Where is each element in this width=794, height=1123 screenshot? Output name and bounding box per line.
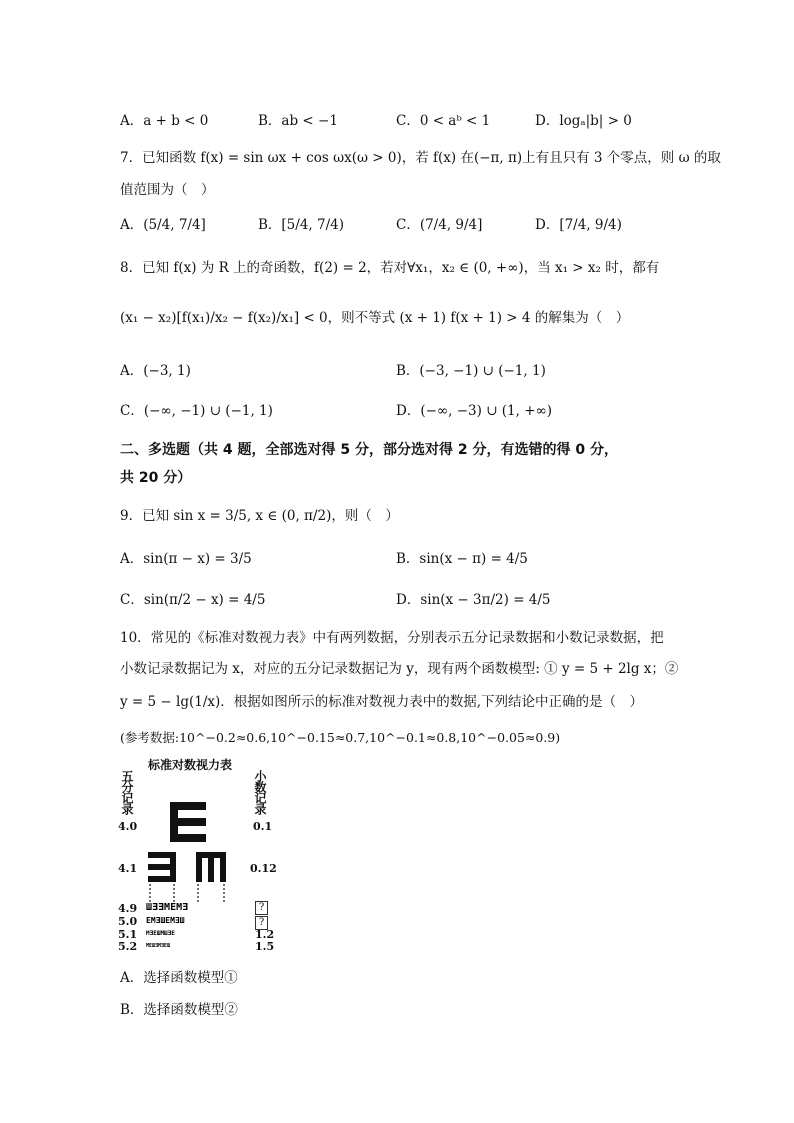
- q9-option-a: A．sin(π − x) = 3/5: [120, 551, 252, 567]
- q6-option-a: A．a + b < 0: [120, 113, 209, 129]
- q6-option-b: B．ab < −1: [258, 113, 338, 129]
- q9-stem: 9．已知 sin x = 3/5, x ∈ (0, π/2)，则（ ）: [120, 508, 399, 524]
- q8-stem-line1: 8．已知 f(x) 为 R 上的奇函数，f(2) = 2，若对∀x₁，x₂ ∈ (0, +∞)，当 x₁ > x₂ 时，都有: [120, 260, 660, 276]
- q8-option-c: C．(−∞, −1) ∪ (−1, 1): [120, 403, 273, 419]
- row-5-2-optotypes: MEШƎMƎEШ: [146, 943, 171, 949]
- row-right-4-9-box: ?: [255, 901, 268, 915]
- q7-stem-line2: 值范围为（ ）: [120, 182, 215, 198]
- eye-chart-figure: [118, 756, 288, 952]
- q10-option-a: A．选择函数模型①: [120, 970, 238, 986]
- large-e-optotype: [170, 802, 206, 842]
- q8-option-b: B．(−3, −1) ∪ (−1, 1): [396, 363, 546, 379]
- q8-stem-line2: (x₁ − x₂)[f(x₁)/x₂ − f(x₂)/x₁] < 0，则不等式 (x + 1) f(x + 1) > 4 的解集为（ ）: [120, 310, 630, 326]
- medium-e-right-optotype: [196, 852, 226, 882]
- section-heading-line1: 二、多选题（共 4 题，全部选对得 5 分，部分选对得 2 分，有选错的得 0 分，: [120, 442, 618, 458]
- row-left-4-1: 4.1: [118, 862, 138, 875]
- row-right-4-1: 0.12: [250, 862, 277, 875]
- row-right-4-0: 0.1: [253, 820, 273, 833]
- q7-option-c: C．(7/4, 9/4]: [396, 217, 483, 233]
- dotted-guide-lines: [150, 884, 224, 902]
- q7-option-a: A．(5/4, 7/4]: [120, 217, 206, 233]
- row-right-5-2: 1.5: [255, 940, 275, 953]
- q9-option-c: C．sin(π/2 − x) = 4/5: [120, 592, 266, 608]
- row-left-4-9: 4.9: [118, 902, 138, 915]
- row-left-5-2: 5.2: [118, 940, 138, 953]
- q10-stem-line2: 小数记录数据记为 x，对应的五分记录数据记为 y，现有两个函数模型: ① y = 5 + 2lg x；②: [120, 661, 679, 677]
- section-heading-line2: 共 20 分）: [120, 470, 192, 486]
- q6-option-c: C．0 < aᵇ < 1: [396, 113, 491, 129]
- row-4-9-optotypes: ШƎƎMEMƎ: [146, 902, 189, 913]
- medium-e-left-optotype: [148, 852, 176, 882]
- q7-option-d: D．[7/4, 9/4): [535, 217, 622, 233]
- q10-stem-line1: 10．常见的《标准对数视力表》中有两列数据，分别表示五分记录数据和小数记录数据，把: [120, 630, 664, 646]
- q7-stem-line1: 7．已知函数 f(x) = sin ωx + cos ωx(ω > 0)，若 f(x) 在(−π, π)上有且只有 3 个零点，则 ω 的取: [120, 150, 721, 166]
- left-header-text: 五分记录: [120, 770, 134, 814]
- row-left-4-0: 4.0: [118, 820, 138, 833]
- q10-reference-data: (参考数据:10^−0.2≈0.6,10^−0.15≈0.7,10^−0.1≈0.8,10^−0.05≈0.9): [120, 730, 561, 745]
- row-left-5-0: 5.0: [118, 915, 138, 928]
- q9-option-b: B．sin(x − π) = 4/5: [396, 551, 528, 567]
- q10-option-b: B．选择函数模型②: [120, 1002, 238, 1018]
- row-right-5-0-box: ?: [255, 916, 268, 930]
- q8-option-d: D．(−∞, −3) ∪ (1, +∞): [396, 403, 553, 419]
- q9-option-d: D．sin(x − 3π/2) = 4/5: [396, 592, 551, 608]
- q10-stem-line3: y = 5 − lg(1/x)．根据如图所示的标准对数视力表中的数据,下列结论中正确的是（ ）: [120, 694, 644, 710]
- q7-option-b: B．[5/4, 7/4): [258, 217, 344, 233]
- row-5-0-optotypes: EMƎШEMƎШ: [146, 916, 185, 925]
- row-left-5-1: 5.1: [118, 928, 138, 941]
- q6-option-d: D．logₐ|b| > 0: [535, 113, 632, 129]
- row-5-1-optotypes: MƎEШMШƎE: [146, 930, 175, 937]
- q8-option-a: A．(−3, 1): [120, 363, 191, 379]
- right-header-text: 小数记录: [253, 770, 267, 814]
- row-right-5-1: 1.2: [255, 928, 275, 941]
- optotype-drawing: [118, 756, 288, 952]
- eye-chart-title: 标准对数视力表: [148, 758, 233, 772]
